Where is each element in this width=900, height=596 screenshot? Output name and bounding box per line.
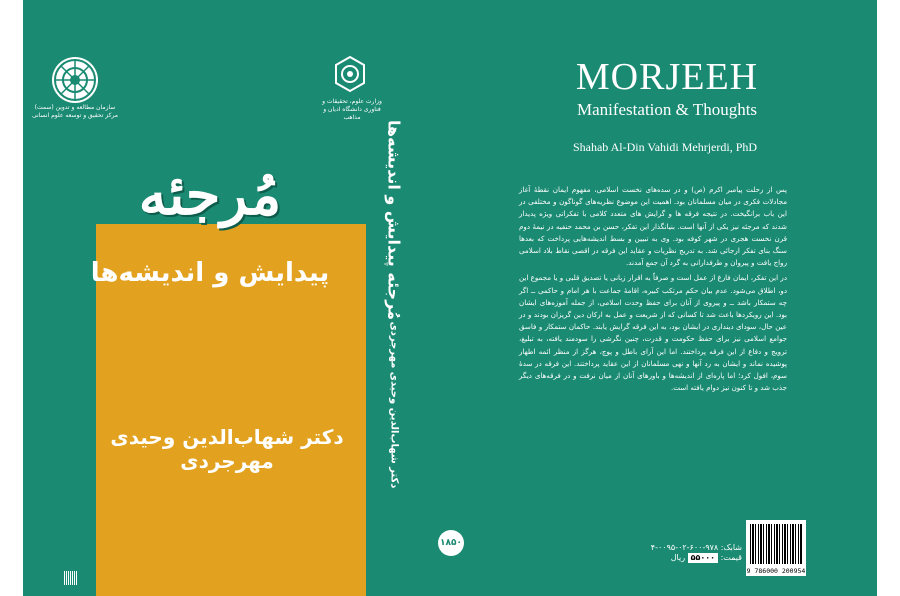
isbn-value: ۹۷۸-۶۰۰-۰۲-۰۰۹۵-۴ bbox=[650, 543, 719, 552]
spine-title: مُرجئه پیدایش و اندیشه‌ها bbox=[384, 120, 404, 320]
back-author: دکتر شهاب‌الدین وحیدی مهرجردی bbox=[110, 425, 344, 473]
publisher-name: سازمان مطالعه و تدوین (سمت) مرکز تحقیق و توسعه علوم انسانی bbox=[32, 104, 118, 119]
barcode-number: 9 786000 200954 bbox=[746, 567, 806, 575]
institute-logo-icon bbox=[332, 55, 368, 95]
publisher-emblem-icon bbox=[52, 57, 98, 103]
front-subtitle: Manifestation & Thoughts bbox=[576, 100, 758, 119]
spine-author: دکتر شهاب‌الدین وحیدی مهرجردی bbox=[388, 321, 400, 489]
front-author: Shahab Al-Din Vahidi Mehrjerdi, PhD bbox=[572, 140, 758, 154]
synopsis-paragraph: در این تفکر، ایمان فارغ از عمل است و صرفاً به اقرار زبانی یا تصدیق قلبی و یا مجموع این دو، اطلاق می‌شود. عدم بیان حکم مرتکب کبیره، اقامهٔ جماعت با هر امام و حاکمی ــ اگر چه ستمکار باشد ــ و پیروی از آنان برای حفظ وحدت اسلامی، از جمله آموزه‌های ایشان بود. این رویکردها باعث شد تا کسانی که از شریعت و عمل به ارکان دین گریزان بودند و در عین حال، سودای دینداری در ایشان بود، به این فرقه گرایش یابند. حاکمان ستمکار و فاسق جوامع اسلامی نیز برای حفظ حکومت و قدرت، چنین نگرشی را سودمند یافته، به تبلیغ، ترویج و دفاع از این فرقه پرداختند. اما این آرای باطل و پوچ، هرگز از منظر ائمه اطهار پوشیده نماند و ایشان به رد آنها و نهی مسلمانان از این عقاید پرداختند. این فرقه در سدهٔ سوم، افول کرد؛ اما پاره‌ای از اندیشه‌ها و باورهای آنان از میان نرفت و در فرقه‌های دیگر جذب شد و تا کنون نیز دوام یافته است. bbox=[519, 273, 787, 393]
synopsis-paragraph: پس از رحلت پیامبر اکرم (ص) و در سده‌های نخست اسلامی، مفهوم ایمان نقطهٔ آغاز مجادلات فکری در میان مسلمانان بود. اهمیت این موضوع نظریه‌های گوناگون و مختلفی در این باب برانگیخت. در نتیجه فرقه ها و گرایش های متعدد کلامی با تفکراتی ویژه پدیدار شدند که مرجئه نیز یکی از آنها است. بنیانگذار این تفکر، حسن بن محمد حنفیه در نیمهٔ دوم قرن نخست هجری در شهر کوفه بود. وی به تبیین و بسط اندیشه‌هایی پرداخت که بعدها سنگ بنای تفکر ارجائی شد. به تدریج نظریات و عقاید این فرقه در اقصی نقاط بلاد اسلامی رواج یافت و پیروان و طرفدارانی به گرد آن جمع آمدند. bbox=[519, 185, 787, 268]
barcode-bars bbox=[750, 524, 802, 564]
series-number-badge: ۱۸۵۰ bbox=[438, 530, 464, 556]
price-value: ۵۵۰۰۰ bbox=[688, 553, 718, 563]
institute-name: وزارت علوم، تحقیقات و فناوری دانشگاه ادیان و مذاهب bbox=[322, 98, 382, 121]
isbn-line: شابک: ۹۷۸-۶۰۰-۰۲-۰۰۹۵-۴ bbox=[650, 543, 742, 552]
spine bbox=[406, 0, 501, 596]
small-code-icon bbox=[64, 571, 78, 585]
front-title: MORJEEH bbox=[575, 56, 759, 98]
isbn-price-block bbox=[634, 543, 742, 563]
back-subtitle: پیدایش و اندیشه‌ها bbox=[90, 258, 330, 288]
price-line: قیمت: ۵۵۰۰۰ ریال bbox=[670, 553, 742, 562]
barcode-icon bbox=[746, 520, 806, 576]
back-title: مُرجئه bbox=[138, 162, 282, 228]
synopsis-text bbox=[519, 184, 787, 397]
currency: ریال bbox=[670, 553, 686, 562]
